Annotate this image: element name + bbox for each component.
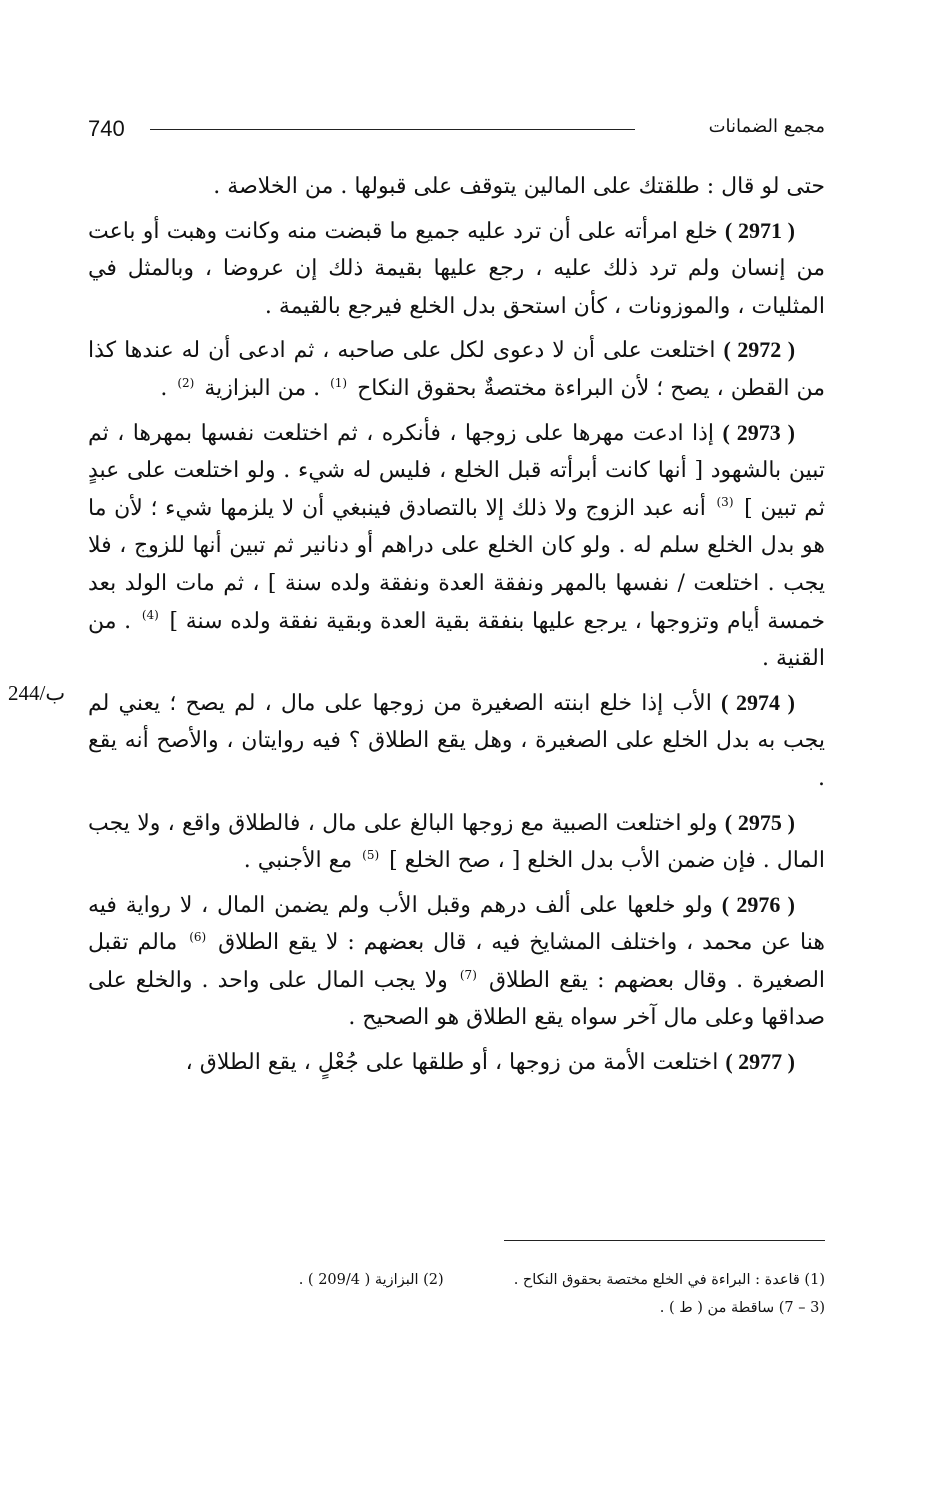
entry-2975 [88, 804, 825, 880]
entry-2976 [88, 886, 825, 1037]
footnote-ref: (4) [141, 608, 159, 623]
entry-number: ( 2972 ) [723, 337, 796, 363]
entry-number: ( 2975 ) [724, 809, 795, 835]
entry-2972 [88, 331, 825, 407]
header-rule [150, 129, 635, 130]
page-number: 740 [88, 116, 125, 141]
footnote-ref: (6) [189, 929, 207, 944]
footnote-ref: (2) [177, 375, 195, 390]
entry-text: ولو اختلعت الصبية مع زوجها البالغ على مال ، فالطلاق واقع ، ولا يجب المال . فإن ضمن الأب بدل الخلع [ ، صح الخلع ] [88, 810, 825, 874]
footnote-line [190, 1294, 825, 1322]
running-title: مجمع الضمانات [708, 116, 825, 137]
entry-number: ( 2974 ) [720, 689, 796, 715]
entry-text: . [160, 375, 168, 401]
entry-text: ولو خلعها على ألف درهم وقبل الأب ولم يضمن المال ، لا رواية فيه هنا عن محمد ، واختلف المشايخ فيه ، قال بعضهم : لا يقع الطلاق [88, 892, 825, 956]
paragraph-text: حتى لو قال : طلقتك على المالين يتوقف على قبولها . من الخلاصة . [213, 174, 825, 199]
footnote-line [190, 1266, 825, 1294]
footnote-separator [504, 1240, 825, 1241]
entry-text: خلع امرأته على أن ترد عليه جميع ما قبضت منه وكانت وهبت أو باعت من إنسان ولم ترد ذلك عليه ، رجع عليها بقيمة ذلك إن عروضا ، وبالمثل في المثليات ، والموزونات ، كأن استحق بدل الخلع فيرجع بالقيمة . [88, 218, 825, 319]
entry-number: ( 2977 ) [725, 1049, 795, 1075]
entry-text: اختلعت على أن لا دعوى لكل على صاحبه ، ثم ادعى أن له عندها كذا من القطن ، يصح ؛ لأن البراءة مختصةٌ بحقوق النكاح [88, 338, 825, 401]
footnote-ref: (1) [330, 375, 348, 390]
page-header [88, 116, 825, 146]
footnotes [190, 1266, 825, 1322]
entry-text: مالم تقبل الصغيرة . وقال بعضهم : يقع الطلاق [88, 930, 826, 993]
entry-2973 [88, 414, 825, 678]
entry-text: . من البزازية [204, 375, 321, 401]
entry-text: إذا ادعت مهرها على زوجها ، فأنكره ، ثم اختلعت نفسها بمهرها ، ثم تبين بالشهود [ أنها كانت أبرأته قبل الخلع ، فليس له شيء . ولو اختلعت على عبدٍ ثم تبين ] [88, 420, 825, 521]
entry-text: اختلعت الأمة من زوجها ، أو طلقها على جُعْلٍ ، يقع الطلاق ، [185, 1050, 719, 1076]
entry-number: ( 2971 ) [724, 217, 796, 243]
entry-text: الأب إذا خلع ابنته الصغيرة من زوجها على مال ، لم يصح ؛ يعني لم يجب به بدل الخلع على الصغيرة ، وهل يقع الطلاق ؟ فيه روايتان ، والأصح أنه يقع . [88, 690, 825, 791]
paragraph-continuation [88, 168, 825, 206]
footnote-ref: (5) [362, 847, 380, 862]
entry-text: . من القنية . [88, 608, 825, 672]
entry-2974 [88, 684, 825, 798]
entry-text: أنه عبد الزوج ولا ذلك إلا بالتصادق فينبغي أن لا يلزمها شيء ؛ لأن ما هو بدل الخلع سلم له . ولو كان الخلع على دراهم أو دنانير ثم تبين أنها للزوج ، فلا يجب . اختلعت / نفسها بالمهر ونفقة العدة ونفقة ولده سنة ] ، ثم مات الولد بعد خمسة أيام وتزوجها ، يرجع عليها بنفقة بقية العدة وبقية نفقة ولده سنة ] [88, 495, 825, 634]
entry-text: مع الأجنبي . [243, 848, 353, 874]
entry-2971 [88, 212, 825, 326]
main-text [88, 168, 825, 1088]
entry-number: ( 2976 ) [721, 891, 796, 917]
footnote-2: (2) البزازية ( 209/4 ) . [298, 1272, 444, 1288]
footnote-1: (1) قاعدة : البراءة في الخلع مختصة بحقوق النكاح . [513, 1272, 825, 1288]
margin-folio-note: 244/ب [8, 681, 66, 705]
entry-2977 [88, 1043, 825, 1082]
entry-text: ولا يجب المال على واحد . والخلع على صداقها وعلى مال آخر سواه يقع الطلاق هو الصحيح . [88, 967, 825, 1031]
footnote-3-7: (3 – 7) ساقطة من ( ط ) . [659, 1300, 825, 1316]
entry-number: ( 2973 ) [722, 419, 795, 445]
footnote-ref: (7) [459, 967, 477, 982]
footnote-ref: (3) [716, 495, 734, 510]
